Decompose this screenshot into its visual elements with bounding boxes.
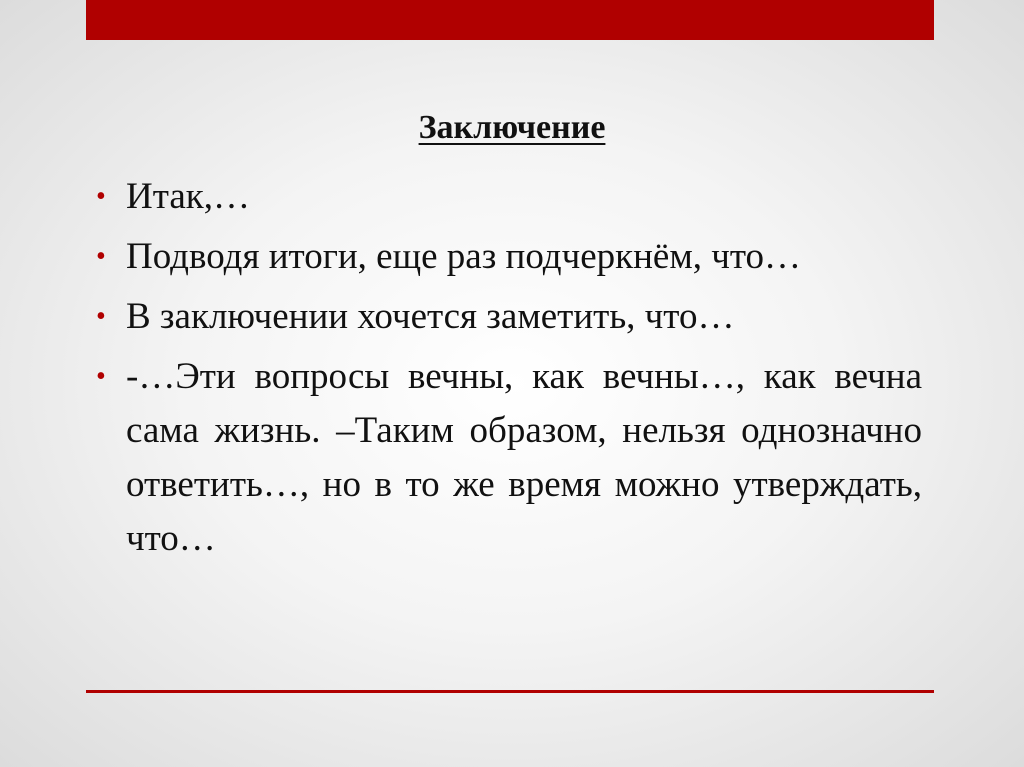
bullet-item-3 bbox=[96, 290, 922, 344]
top-accent-bar bbox=[86, 0, 934, 40]
bullet-item-4 bbox=[96, 350, 922, 566]
bullet-dot-icon: • bbox=[96, 241, 106, 272]
bottom-divider bbox=[86, 690, 934, 693]
bullet-text: В заключении хочется заметить, что… bbox=[126, 296, 735, 337]
bullet-text: -…Эти вопросы вечны, как вечны…, как вечна сама жизнь. –Таким образом, нельзя однозначно ответить…, но в то же время можно утверждать, что… bbox=[126, 356, 922, 559]
bullet-item-2 bbox=[96, 230, 922, 284]
bullet-item-1 bbox=[96, 170, 922, 224]
slide-title: Заключение bbox=[418, 109, 606, 146]
bullet-list bbox=[96, 170, 922, 572]
bullet-dot-icon: • bbox=[96, 301, 106, 332]
bullet-dot-icon: • bbox=[96, 361, 106, 392]
bullet-dot-icon: • bbox=[96, 181, 106, 212]
bullet-text: Подводя итоги, еще раз подчеркнём, что… bbox=[126, 236, 802, 277]
bullet-text: Итак,… bbox=[126, 176, 250, 217]
